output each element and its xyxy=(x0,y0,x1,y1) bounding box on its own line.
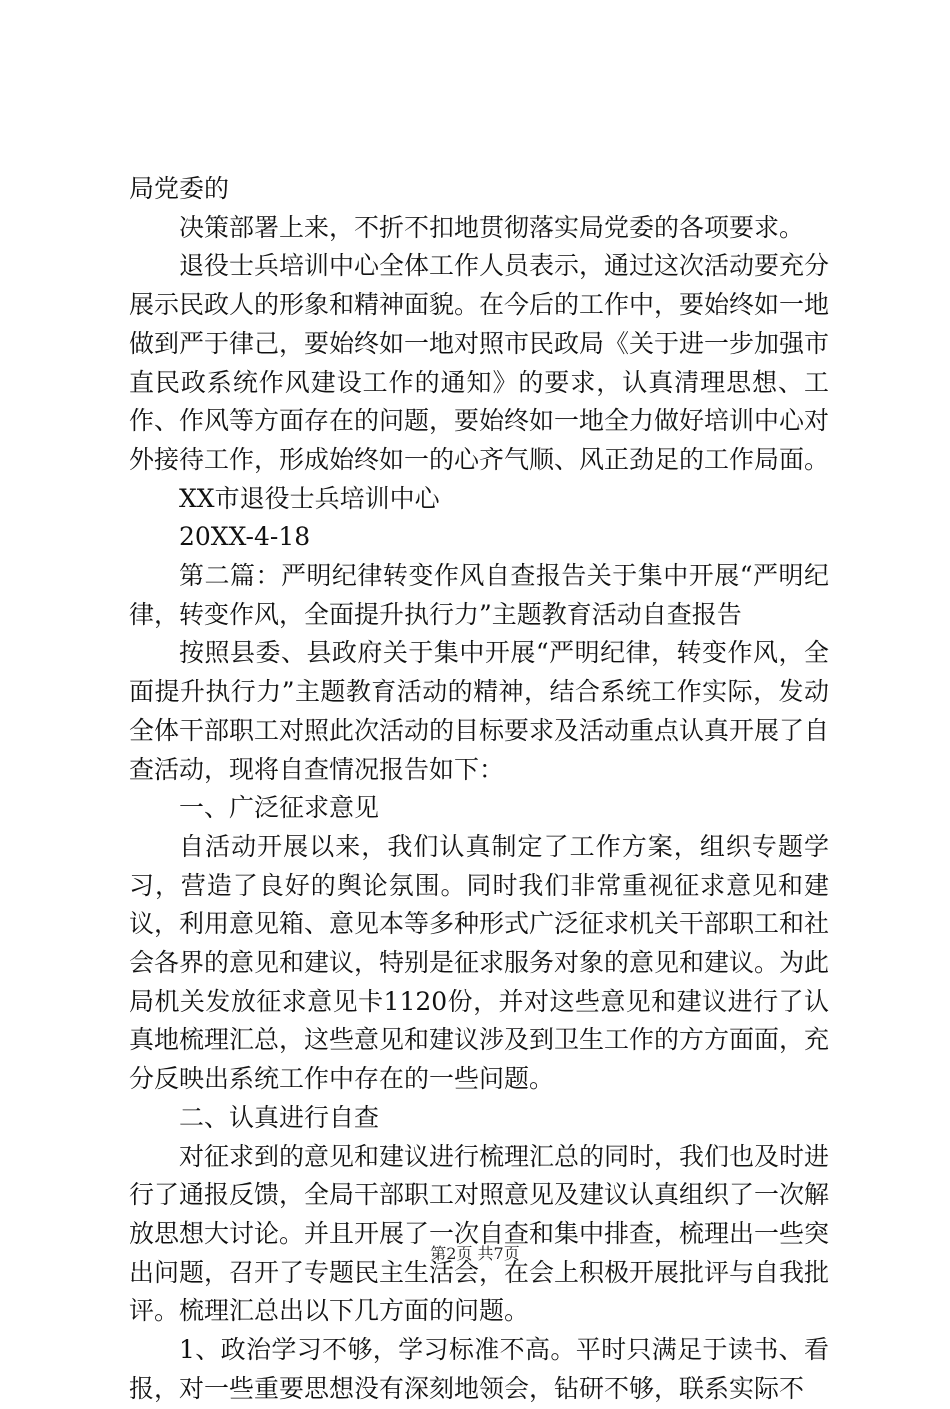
heading-one: 一、广泛征求意见 xyxy=(179,793,380,823)
paragraph-3: 退役士兵培训中心全体工作人员表示，通过这次活动要充分展示民政人的形象和精神面貌。在今后的工作中，要始终如一地做到严于律己，要始终如一地对照市民政局《关于进一步加强市直民政系统作风建设工作的通知》的要求，认真清理思想、工作、作风等方面存在的问题，要始终如一地全力做好培训中心对外接待工作，形成始终如一的心齐气顺、风正劲足的工作局面。 xyxy=(129,251,830,474)
document-body xyxy=(129,170,829,1409)
page-footer: 第2页 共7页 xyxy=(430,1244,520,1263)
paragraph-9: 自活动开展以来，我们认真制定了工作方案，组织专题学习，营造了良好的舆论氛围。同时我们非常重视征求意见和建议，利用意见箱、意见本等多种形式广泛征求机关干部职工和社会各界的意见和建议，特别是征求服务对象的意见和建议。为此局机关发放征求意见卡1120份，并对这些意见和建议进行了认真地梳理汇总，这些意见和建议涉及到卫生工作的方方面面，充分反映出系统工作中存在的一些问题。 xyxy=(129,831,830,1094)
paragraph-12: 1、政治学习不够，学习标准不高。平时只满足于读书、看报，对一些重要思想没有深刻地领会，钻研不够，联系实际不 xyxy=(129,1335,829,1403)
section-title-part-two: 第二篇：严明纪律转变作风自查报告关于集中开展“严明纪律，转变作风，全面提升执行力”主题教育活动自查报告 xyxy=(129,561,829,629)
paragraph-7: 按照县委、县政府关于集中开展“严明纪律，转变作风，全面提升执行力”主题教育活动的精神，结合系统工作实际，发动全体干部职工对照此次活动的目标要求及活动重点认真开展了自查活动，现将自查情况报告如下： xyxy=(129,638,830,784)
paragraph-2: 决策部署上来，不折不扣地贯彻落实局党委的各项要求。 xyxy=(179,212,805,242)
paragraph-1: 局党委的 xyxy=(129,174,230,203)
signature-organization: XX市退役士兵培训中心 xyxy=(179,483,440,513)
heading-two: 二、认真进行自查 xyxy=(179,1102,380,1132)
signature-date: 20XX-4-18 xyxy=(179,522,311,552)
paragraph-11: 对征求到的意见和建议进行梳理汇总的同时，我们也及时进行了通报反馈，全局干部职工对照意见及建议认真组织了一次解放思想大讨论。并且开展了一次自查和集中排查，梳理出一些突出问题，召开了专题民主生活会，在会上积极开展批评与自我批评。梳理汇总出以下几方面的问题。 xyxy=(129,1141,830,1326)
